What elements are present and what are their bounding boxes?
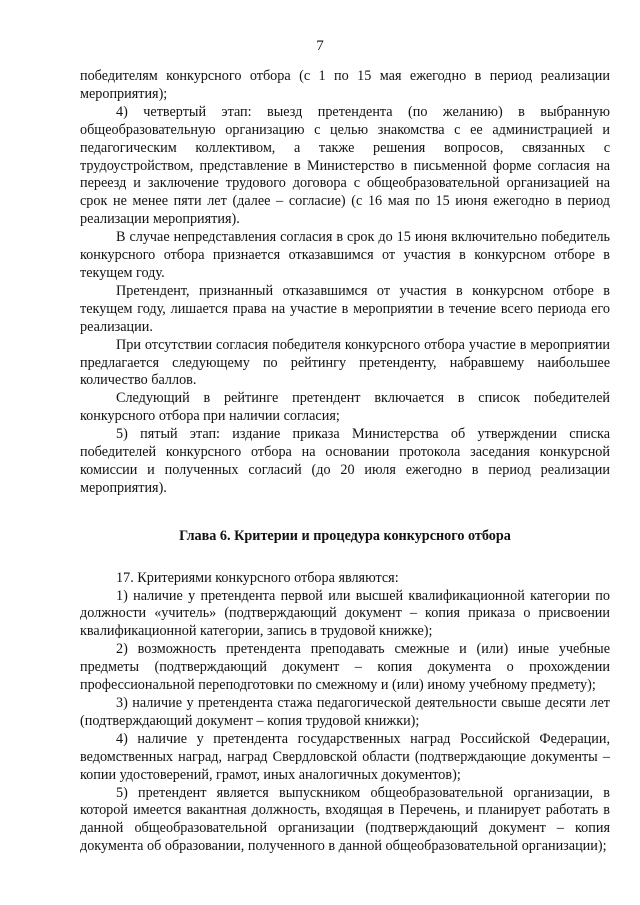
section-before xyxy=(80,68,610,498)
paragraph: победителям конкурсного отбора (с 1 по 15 мая ежегодно в период реализации мероприятия); xyxy=(80,68,610,102)
paragraph: 17. Критериями конкурсного отбора являются: xyxy=(116,569,399,586)
page-number: 7 xyxy=(316,38,324,54)
paragraph: 2) возможность претендента преподавать смежные и (или) иные учебные предметы (подтверждающий документ – копия документа о прохождении профессиональной переподготовки по смежному и (или) иному учебному предмету); xyxy=(80,641,610,694)
paragraph: 4) четвертый этап: выезд претендента (по желанию) в выбранную общеобразовательную организацию с целью знакомства с ее администрацией и педагогическим коллективом, а также решения вопросов, связанных с трудоустройством, представление в Министерство в письменной форме согласия на переезд и заключение трудового договора с общеобразовательной организацией на срок не менее пяти лет (далее – согласие) (с 16 мая по 15 июня ежегодно в период реализации мероприятия). xyxy=(80,103,610,228)
chapter-title: Глава 6. Критерии и процедура конкурсного отбора xyxy=(179,527,511,544)
paragraph: 4) наличие у претендента государственных наград Российской Федерации, ведомственных наград, наград Свердловской области (подтверждающие документы – копии удостоверений, грамот, иных аналогичных документов); xyxy=(80,730,610,783)
paragraph: В случае непредставления согласия в срок до 15 июня включительно победитель конкурсного отбора признается отказавшимся от участия в конкурсном отборе в текущем году. xyxy=(80,229,610,281)
paragraph: При отсутствии согласия победителя конкурсного отбора участие в мероприятии предлагается следующему по рейтингу претенденту, набравшему наибольшее количество баллов. xyxy=(80,336,610,389)
document-body xyxy=(80,68,610,856)
paragraph: 1) наличие у претендента первой или высшей квалификационной категории по должности «учитель» (подтверждающий документ – копия приказа о присвоении квалификационной категории, запись в трудовой книжке); xyxy=(80,587,610,640)
section-after xyxy=(80,570,610,857)
paragraph: 5) претендент является выпускником общеобразовательной организации, в которой имеется вакантная должность, входящая в Перечень, и планирует работать в данной общеобразовательной организации (подтверждающий документ – копия документа об образовании, полученного в данной общеобразовательной организации); xyxy=(80,784,610,855)
paragraph: 5) пятый этап: издание приказа Министерства об утверждении списка победителей конкурсного отбора на основании протокола заседания конкурсной комиссии и полученных согласий (до 20 июля ежегодно в период реализации мероприятия). xyxy=(80,426,610,496)
paragraph: 3) наличие у претендента стажа педагогической деятельности свыше десяти лет (подтверждающий документ – копия трудовой книжки); xyxy=(80,695,610,729)
paragraph: Следующий в рейтинге претендент включается в список победителей конкурсного отбора при наличии согласия; xyxy=(80,390,610,425)
paragraph: Претендент, признанный отказавшимся от участия в конкурсном отборе в текущем году, лишается права на участие в мероприятии в течение всего периода его реализации. xyxy=(80,282,610,335)
